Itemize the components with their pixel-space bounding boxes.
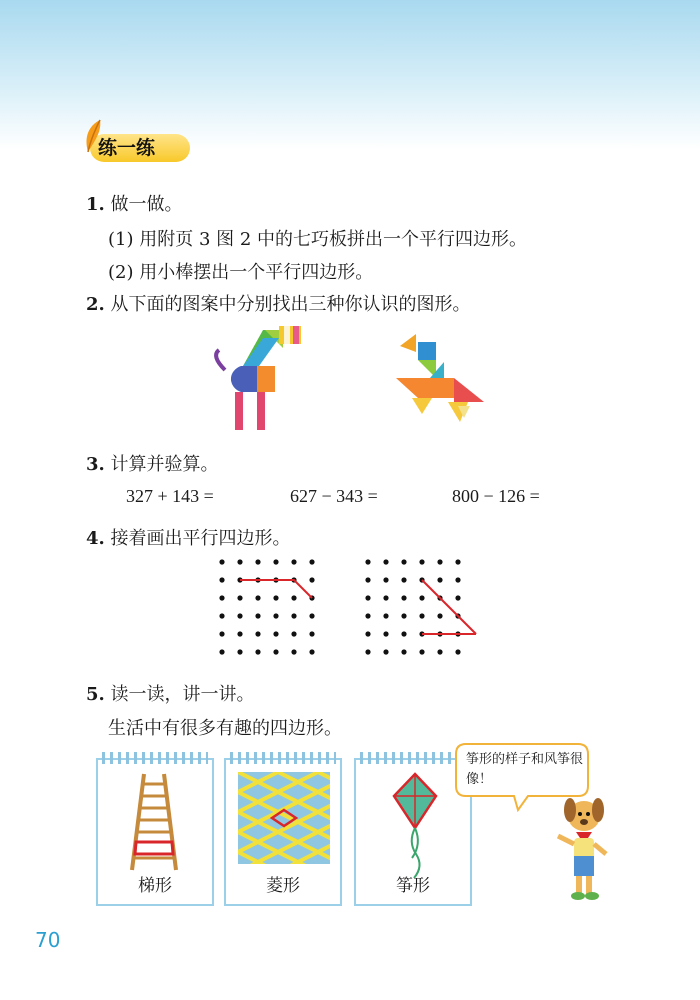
q1-sub2: (2) 用小棒摆出一个平行四边形。: [108, 262, 374, 283]
grid-dot: [401, 595, 406, 600]
grid-dot: [255, 595, 260, 600]
grid-dot: [309, 631, 314, 636]
grid-dot: [273, 649, 278, 654]
card-binding: [102, 752, 208, 764]
q3-line: [86, 450, 219, 476]
dot-grid-right: [360, 558, 490, 668]
grid-dot: [383, 613, 388, 618]
grid-dot: [237, 649, 242, 654]
grid-dot: [419, 559, 424, 564]
grid-dot: [455, 649, 460, 654]
bird-body-parallelogram: [396, 362, 444, 378]
horse-tail: [216, 350, 225, 370]
cartoon-dog-icon: [548, 792, 618, 902]
tangram-bird-figure: [388, 322, 498, 432]
horse-body-square: [257, 366, 275, 392]
grid-dot: [291, 595, 296, 600]
q2-line: [86, 290, 471, 316]
grid-dot: [437, 559, 442, 564]
rhombus-net-icon: [238, 772, 330, 864]
grid-dot: [383, 631, 388, 636]
grid-dot: [365, 631, 370, 636]
grid-dot: [273, 595, 278, 600]
bird-beak-triangle: [400, 334, 416, 352]
ladder-icon: [118, 772, 198, 872]
bird-body-trapezoid: [396, 378, 454, 398]
grid-dot: [455, 595, 460, 600]
grid-dot: [219, 577, 224, 582]
q5-text: 读一读，讲一讲。: [110, 684, 255, 705]
q1-number: 1.: [86, 194, 105, 215]
q4-number: 4.: [86, 528, 105, 549]
q2-number: 2.: [86, 294, 105, 315]
grid-dot: [383, 649, 388, 654]
grid-dot: [383, 577, 388, 582]
grid-dot: [309, 613, 314, 618]
grid-dot: [255, 649, 260, 654]
grid-dot: [237, 631, 242, 636]
grid-dot: [401, 559, 406, 564]
grid-dot: [291, 559, 296, 564]
grid-dot: [401, 613, 406, 618]
dot-grid-left: [212, 558, 332, 668]
tangram-horse-figure: [205, 322, 310, 434]
calc-3: 800 − 126 =: [452, 486, 540, 506]
grid-dot: [291, 649, 296, 654]
page-number: 70: [35, 928, 61, 952]
grid-dot: [401, 649, 406, 654]
grid-dot: [365, 595, 370, 600]
grid-dot: [383, 559, 388, 564]
card-rhombus: [224, 758, 342, 906]
horse-leg-right: [257, 392, 265, 430]
grid-dot: [219, 559, 224, 564]
q1-sub1: (1) 用附页 3 图 2 中的七巧板拼出一个平行四边形。: [108, 229, 528, 250]
grid-dot: [455, 577, 460, 582]
bird-foot-left: [412, 398, 432, 414]
q3-text: 计算并验算。: [110, 454, 219, 475]
q3-number: 3.: [86, 454, 105, 475]
section-title: 练一练: [98, 137, 156, 159]
grid-dot: [309, 577, 314, 582]
right-grid-diagonal: [422, 580, 476, 634]
grid-dot: [237, 559, 242, 564]
bird-head-square: [418, 342, 436, 360]
grid-dot: [365, 649, 370, 654]
bird-tail-triangle: [454, 378, 484, 402]
grid-dot: [437, 577, 442, 582]
grid-dot: [365, 577, 370, 582]
calc-2: 627 − 343 =: [290, 486, 378, 506]
grid-dot: [291, 613, 296, 618]
grid-dot: [419, 649, 424, 654]
grid-dot: [437, 649, 442, 654]
q5-line: [86, 680, 255, 706]
grid-dot: [383, 595, 388, 600]
grid-dot: [273, 613, 278, 618]
grid-dot: [419, 613, 424, 618]
grid-dot: [309, 559, 314, 564]
q5-number: 5.: [86, 684, 105, 705]
section-badge: [78, 118, 198, 166]
speech-bubble-text: 筝形的样子和风筝很像！: [466, 752, 584, 787]
grid-dot: [419, 595, 424, 600]
grid-dot: [255, 631, 260, 636]
grid-dot: [255, 559, 260, 564]
grid-dot: [309, 649, 314, 654]
q5-intro: 生活中有很多有趣的四边形。: [108, 718, 342, 739]
grid-dot: [401, 631, 406, 636]
grid-dot: [455, 559, 460, 564]
grid-dot: [219, 595, 224, 600]
grid-dot: [365, 613, 370, 618]
card-trapezoid: [96, 758, 214, 906]
card-rhombus-label: 菱形: [266, 876, 300, 896]
left-grid-red-lines: [240, 580, 312, 598]
q2-text: 从下面的图案中分别找出三种你认识的图形。: [110, 294, 471, 315]
card-kite-label: 筝形: [396, 876, 430, 896]
grid-dot: [291, 631, 296, 636]
calc-1: 327 + 143 =: [126, 486, 214, 506]
horse-body-semicircle: [231, 366, 257, 392]
horse-neck-shape: [243, 338, 279, 366]
grid-dot: [237, 595, 242, 600]
grid-dot: [237, 613, 242, 618]
card-binding: [360, 752, 466, 764]
card-trapezoid-label: 梯形: [138, 876, 172, 896]
grid-dot: [273, 631, 278, 636]
q1-text: 做一做。: [110, 194, 183, 215]
grid-dot: [437, 613, 442, 618]
q1-line: [86, 190, 183, 216]
grid-dot: [219, 613, 224, 618]
horse-leg-left: [235, 392, 243, 430]
grid-dot: [273, 559, 278, 564]
card-binding: [230, 752, 336, 764]
grid-dot: [365, 559, 370, 564]
q4-line: [86, 524, 291, 550]
grid-dot: [255, 613, 260, 618]
grid-dot: [401, 577, 406, 582]
grid-dot: [219, 631, 224, 636]
kite-icon: [380, 770, 450, 880]
q4-text: 接着画出平行四边形。: [110, 528, 291, 549]
grid-dot: [219, 649, 224, 654]
